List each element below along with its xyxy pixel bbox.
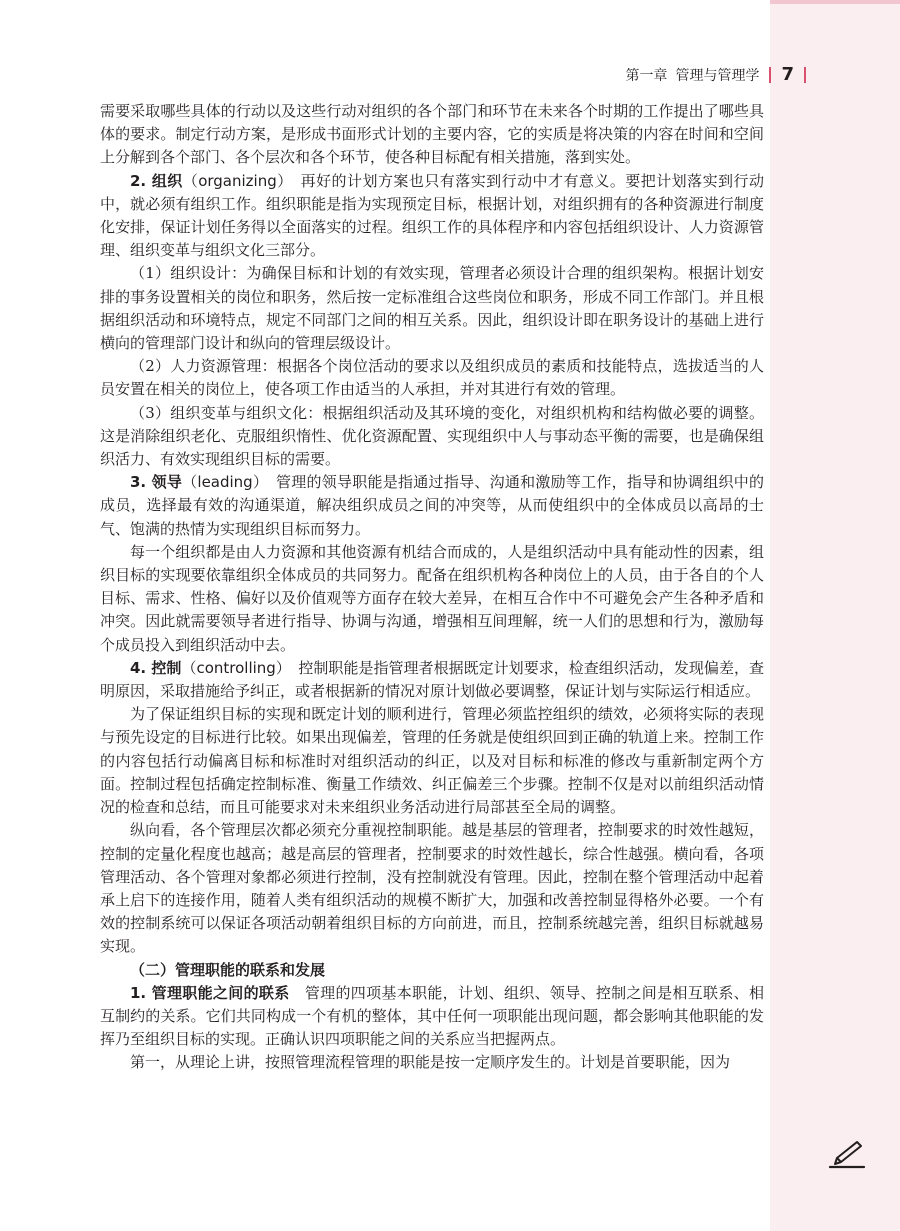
section-heading: （二）管理职能的联系和发展 [130,960,326,979]
item-title: 组织 [151,171,183,190]
page-body [100,100,764,1075]
item-title: 1. 管理职能之间的联系 [130,983,290,1002]
paragraph-org-change: （3）组织变革与组织文化：根据组织活动及其环境的变化，对组织机构和结构做必要的调整。这是消除组织老化、克服组织惰性、优化资源配置、实现组织中人与事动态平衡的需要，也是确保组织活力、有效实现组织目标的需要。 [100,403,764,469]
item-title-en: （organizing） [182,171,286,190]
running-header [625,64,816,85]
header-bar-right [804,67,806,83]
page-number: 7 [781,64,794,85]
pen-icon [828,1138,866,1170]
chapter-label: 第一章 [625,67,668,84]
paragraph: 第一，从理论上讲，按照管理流程管理的职能是按一定顺序发生的。计划是首要职能，因为 [130,1053,731,1072]
item-text: 管理的四项基本职能，计划、组织、领导、控制之间是相互联系、相互制约的关系。它们共同构成一个有机的整体，其中任何一项职能出现问题，都会影响其他职能的发挥乃至组织目标的实现。正确认识四项职能之间的关系应当把握两点。 [100,983,764,1049]
item-title-en: （controlling） [181,658,284,677]
item-text: 再好的计划方案也只有落实到行动中才有意义。要把计划落实到行动中，就必须有组织工作。组织职能是指为实现预定目标，根据计划，对组织拥有的各种资源进行制度化安排，保证计划任务得以全面落实的过程。组织工作的具体程序和内容包括组织设计、人力资源管理、组织变革与组织文化三部分。 [100,171,764,260]
paragraph: 为了保证组织目标的实现和既定计划的顺利进行，管理必须监控组织的绩效，必须将实际的表现与预先设定的目标进行比较。如果出现偏差，管理的任务就是使组织回到正确的轨道上来。控制工作的内容包括行动偏离目标和标准时对组织活动的纠正，以及对目标和标准的修改与重新制定两个方面。控制过程包括确定控制标准、衡量工作绩效、纠正偏差三个步骤。控制不仅是对以前组织活动情况的检查和总结，而且可能要求对未来组织业务活动进行局部甚至全局的调整。 [100,705,764,817]
paragraph: 每一个组织都是由人力资源和其他资源有机结合而成的，人是组织活动中具有能动性的因素，组织目标的实现要依靠组织全体成员的共同努力。配备在组织机构各种岗位上的人员，由于各自的个人目标、需求、性格、偏好以及价值观等方面存在较大差异，在相互合作中不可避免会产生各种矛盾和冲突。因此就需要领导者进行指导、协调与沟通，增强相互间理解，统一人们的思想和行为，激励每个成员投入到组织活动中去。 [100,542,764,654]
top-rule [770,0,900,4]
paragraph-controlling [100,657,764,703]
margin-band [770,0,900,1231]
item-text: 控制职能是指管理者根据既定计划要求，检查组织活动，发现偏差，查明原因，采取措施给予纠正，或者根据新的情况对原计划做必要调整，保证计划与实际运行相适应。 [100,658,764,701]
paragraph-leading [100,471,764,541]
paragraph-org-hr: （2）人力资源管理：根据各个岗位活动的要求以及组织成员的素质和技能特点，选拔适当的人员安置在相关的岗位上，使各项工作由适当的人承担，并对其进行有效的管理。 [100,357,764,399]
item-title: 控制 [151,658,182,677]
chapter-title: 管理与管理学 [675,67,760,84]
paragraph-relation [100,982,764,1052]
header-bar-left [769,67,771,83]
item-number: 4. [130,658,152,677]
paragraph-org-design: （1）组织设计：为确保目标和计划的有效实现，管理者必须设计合理的组织架构。根据计划安排的事务设置相关的岗位和职务，然后按一定标准组合这些岗位和职务，形成不同工作部门。并且根据组织活动和环境特点，规定不同部门之间的相互关系。因此，组织设计即在职务设计的基础上进行横向的管理部门设计和纵向的管理层级设计。 [100,264,764,353]
item-title: 领导 [151,473,183,492]
item-number: 2. [130,171,152,190]
item-number: 3. [130,473,152,492]
paragraph: 纵向看，各个管理层次都必须充分重视控制职能。越是基层的管理者，控制要求的时效性越短，控制的定量化程度也越高；越是高层的管理者，控制要求的时效性越长，综合性越强。横向看，各项管理活动、各个管理对象都必须进行控制，没有控制就没有管理。因此，控制在整个管理活动中起着承上启下的连接作用，随着人类有组织活动的规模不断扩大，加强和改善控制显得格外必要。一个有效的控制系统可以保证各项活动朝着组织目标的方向前进，而且，控制系统越完善，组织目标就越易实现。 [100,821,764,956]
item-title-en: （leading） [182,473,261,492]
paragraph: 需要采取哪些具体的行动以及这些行动对组织的各个部门和环节在未来各个时期的工作提出了哪些具体的要求。制定行动方案，是形成书面形式计划的主要内容，它的实质是将决策的内容在时间和空间上分解到各个部门、各个层次和各个环节，使各种目标配有相关措施，落到实处。 [100,102,764,167]
paragraph-organizing [100,170,764,263]
item-text: 管理的领导职能是指通过指导、沟通和激励等工作，指导和协调组织中的成员，选择最有效的沟通渠道，解决组织成员之间的冲突等，从而使组织中的全体成员以高昂的士气、饱满的热情为实现组织目标而努力。 [100,473,764,538]
